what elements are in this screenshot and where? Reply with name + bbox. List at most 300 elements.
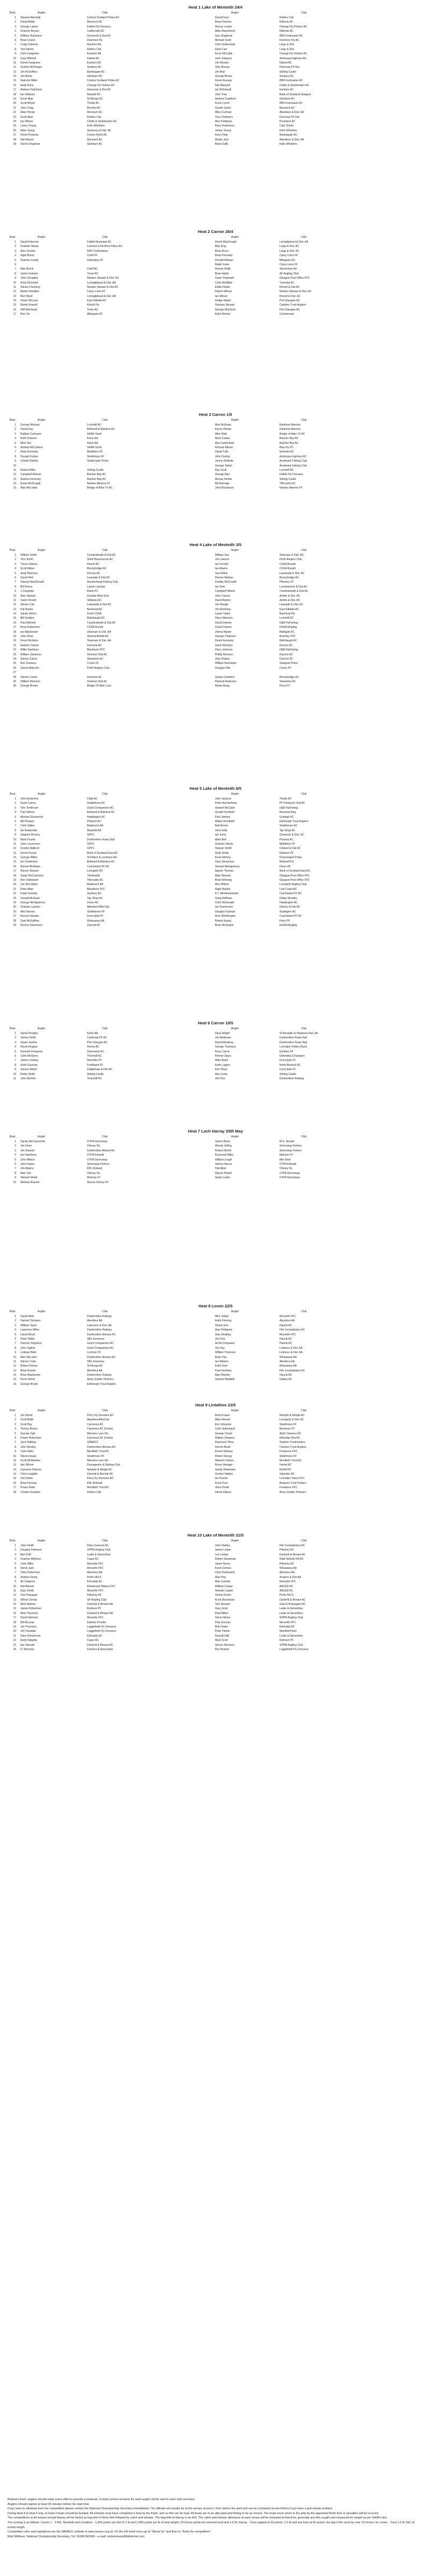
club-name: Army Golden Partners — [87, 1378, 114, 1382]
table-row — [0, 436, 431, 441]
club-name: Avonbank Fishing Club — [279, 459, 307, 463]
club-name: Kilsyth Fly — [87, 303, 99, 307]
club-name: Arnprior & Dist AA — [279, 1575, 301, 1579]
club-name: Stranraer & Dist. AA — [279, 554, 304, 557]
angler-name: Sandy McConnochie — [20, 1140, 46, 1143]
club-name: Newton Mearns FF — [87, 482, 110, 486]
angler-name: Gordon Malloch — [20, 847, 40, 851]
club-name: Army Golden Partners — [279, 1490, 306, 1494]
table-row — [0, 1490, 431, 1495]
angler-name: James Lindsay — [20, 1059, 39, 1063]
club-name: Lochgilphead & Dist. AA — [279, 240, 308, 244]
angler-name: Tom Tomlinson — [20, 806, 39, 810]
boat-number: 12 — [13, 473, 16, 477]
table-row — [0, 285, 431, 289]
heat-section — [0, 412, 431, 491]
table-row — [0, 829, 431, 833]
angler-name: Malcolm Miller — [20, 79, 38, 83]
angler-name: Neil Maxwell — [215, 83, 231, 87]
angler-name: Kevin Wood — [20, 1378, 35, 1382]
boat-number: 25 — [13, 124, 16, 128]
angler-header: Angler — [231, 1310, 239, 1313]
boat-number: 7 — [15, 1571, 16, 1575]
angler-name: Allan Baird — [215, 1059, 228, 1063]
table-row — [0, 1031, 431, 1036]
angler-name: Gordon McGregor — [20, 66, 42, 69]
angler-name: Alex Wilson — [215, 883, 229, 887]
angler-name: Kevin Paul — [215, 1481, 228, 1485]
table-row — [0, 815, 431, 819]
angler-header: Angler — [38, 1409, 46, 1412]
table-row — [0, 1454, 431, 1459]
boat-header: Boat — [10, 11, 16, 15]
angler-name: David Waite — [20, 20, 35, 24]
club-name: Good Companions AC — [87, 806, 114, 810]
angler-name: Keith Gow — [215, 1364, 228, 1368]
club-name: Dunmore Fly AC — [279, 38, 299, 42]
angler-name: Steven Cairns — [20, 657, 38, 661]
table-row — [0, 1607, 431, 1611]
boat-number: 7 — [15, 1167, 16, 1171]
heat-section — [0, 1532, 431, 1652]
boat-number: 12 — [13, 66, 16, 69]
club-name: Condorrowe — [279, 313, 294, 316]
club-name: Cupar AC — [87, 1639, 99, 1643]
table-row — [0, 97, 431, 101]
angler-name: Ian Park — [215, 585, 225, 589]
table-row — [0, 1485, 431, 1490]
angler-name: Gavin Paybould — [215, 277, 234, 280]
club-header: Club — [102, 1310, 108, 1313]
boat-number: 3 — [15, 432, 16, 436]
table-row — [0, 1620, 431, 1625]
club-name: Port Glasgow AC — [279, 299, 300, 303]
heat-section — [0, 1128, 431, 1185]
club-name: Strathclyde Police — [87, 459, 109, 463]
table-row — [0, 1072, 431, 1077]
angler-name: Jimmy Mawer — [215, 630, 232, 634]
boat-number: 28 — [13, 919, 16, 923]
heat-section — [0, 4, 431, 146]
club-name: Ardrossan Eglinton AC — [279, 455, 307, 458]
club-name: Largs & Dist — [279, 47, 294, 51]
boat-number: 4 — [15, 811, 16, 815]
table-row — [0, 432, 431, 436]
club-name: Laswade & Dist AC — [87, 576, 110, 579]
club-name: Blackburn FFC — [87, 887, 105, 891]
table-row — [0, 1562, 431, 1566]
table-row — [0, 603, 431, 607]
club-name: Bonnybridge AC — [279, 576, 299, 579]
club-name: Earlston AC — [87, 61, 102, 65]
club-name: Munnoch AC — [87, 111, 103, 115]
table-row — [0, 648, 431, 652]
club-name: KBL Kirkwall — [87, 1167, 102, 1171]
angler-name: Stewart MacDonald — [20, 581, 44, 584]
angler-name: Jack Halliday — [20, 1441, 37, 1445]
table-row — [0, 1171, 431, 1176]
club-name: Sunbury AC — [87, 66, 102, 69]
angler-name: Bruce Weinger — [215, 1463, 233, 1467]
club-name: Tap Shop AC — [87, 896, 103, 900]
club-name: Aurora Orkney FF — [87, 1180, 109, 1184]
club-name: Glasgow Post Office FFC — [279, 277, 310, 280]
table-row — [0, 878, 431, 882]
angler-name: Graeme Bryson — [20, 30, 40, 33]
table-row — [0, 585, 431, 589]
club-name: Stirling Castle — [87, 468, 104, 472]
club-name: Kirkcaldy AC — [87, 1580, 103, 1584]
club-name: Strathglen AC — [279, 910, 296, 914]
club-name: Aberdour AA — [279, 1319, 295, 1323]
angler-name: Jim Stewart — [20, 1149, 35, 1152]
club-name: Lochore FF — [87, 1351, 101, 1355]
table-row — [0, 1449, 431, 1454]
boat-number: 4 — [15, 437, 16, 441]
angler-name: Jim Dunn — [20, 1144, 32, 1148]
boat-number: 8 — [15, 1171, 16, 1175]
boat-number: 3 — [15, 1149, 16, 1152]
angler-name: Derek Jack — [20, 1566, 34, 1570]
club-name: Mayfield Hotel — [279, 1630, 297, 1633]
angler-name: Hamish Simpson — [20, 1319, 41, 1323]
column-headers — [0, 418, 431, 423]
angler-name: Robbie Cochrane — [20, 432, 41, 436]
boat-number: 29 — [13, 923, 16, 927]
table-row — [0, 670, 431, 675]
angler-name: Scott Aitken — [20, 567, 35, 571]
table-row — [0, 38, 431, 43]
club-name: Crieff FF — [87, 254, 98, 258]
angler-name: Chris Sutherland — [215, 43, 235, 47]
angler-name: Bill Geddes — [20, 617, 34, 620]
club-name: Kinross AC — [279, 643, 293, 647]
club-name: Crown FF — [87, 662, 99, 666]
angler-name: Kevin McCabe — [215, 52, 233, 56]
angler-name: Willie Davidson — [20, 648, 39, 652]
footer-paragraph: Between them, anglers should make every effort to provide a boatman. Contact phone numbers for each angler will be sent to each club secretary. — [8, 2498, 196, 2501]
club-name: Kilmarnock Waters FFC — [87, 1584, 116, 1588]
club-name: Largs & Dist. AC — [279, 245, 299, 249]
club-name: PF Fishing & Grid AC — [279, 802, 305, 805]
angler-name: John Wesley — [20, 1445, 36, 1449]
boat-number: 10 — [13, 1355, 16, 1359]
angler-name: John Craig — [20, 106, 34, 110]
table-row — [0, 1638, 431, 1643]
angler-name: Robert Nichol — [215, 1149, 232, 1152]
angler-name: Alan McLaren — [20, 1355, 37, 1359]
angler-name: P.J. Wiedmanowski — [215, 892, 238, 896]
club-name: Cracfurland FF AC — [279, 892, 302, 896]
angler-name: Bert Duff — [20, 1553, 31, 1556]
boat-number: 7 — [15, 1342, 16, 1346]
angler-name: Graham Stewart — [215, 303, 235, 307]
angler-name: William Simpson — [215, 1436, 235, 1440]
angler-name: Ronnie Robb — [215, 267, 231, 271]
club-name: Glenmavis AC — [87, 1050, 104, 1053]
angler-name: David Wood — [20, 1333, 35, 1336]
club-name: Barlowgate AC — [279, 133, 298, 137]
angler-name: Keith Renton — [215, 313, 231, 316]
angler-name: Ken Oliver — [215, 1068, 228, 1072]
club-name: Whasaway AA — [279, 1566, 297, 1570]
table-row — [0, 1144, 431, 1148]
angler-name: Scott Whyte — [20, 102, 35, 105]
angler-header: Angler — [38, 1539, 46, 1542]
angler-name: Graham Haney — [20, 245, 39, 249]
angler-name: Hall Allan — [215, 1167, 226, 1171]
angler-name: Allan Young — [20, 129, 35, 132]
angler-name: Andrew Hutchison — [20, 88, 42, 92]
club-name: Stirling Castle — [279, 70, 296, 74]
club-name: Bonnybridge AC — [87, 567, 107, 571]
table-row — [0, 1166, 431, 1171]
angler-name: John Davies — [215, 657, 230, 661]
club-name: Stranraer & Dist. AA — [87, 639, 111, 643]
angler-name: Archie Ferguson — [215, 1342, 235, 1346]
club-name: Newton Mearns FF — [279, 486, 303, 490]
angler-name: Robert Wilson — [215, 290, 232, 294]
angler-name: Gus Arthur — [215, 571, 228, 575]
table-row — [0, 83, 431, 88]
boat-number: 6 — [15, 819, 16, 823]
boat-number: 15 — [13, 303, 16, 307]
club-name: Haucik AC — [279, 1337, 292, 1341]
club-name: Barlowgate AC — [87, 70, 105, 74]
club-name: Newton Stewart & Dist AC — [87, 285, 119, 289]
club-name: Monorife FFC — [87, 1616, 104, 1620]
club-name: Largs & Dist. AC — [279, 249, 299, 253]
club-name: Ruthven PF — [279, 851, 294, 855]
club-name: Falkirk Municipal AC — [87, 240, 112, 244]
club-name: GPFC — [87, 833, 95, 837]
table-row — [0, 477, 431, 482]
angler-name: Allan Rennie — [215, 1418, 231, 1422]
angler-name: Cameron Hanson — [20, 1468, 42, 1471]
boat-number: 26 — [13, 129, 16, 132]
club-name: RAF Freshwaters — [87, 249, 108, 253]
angler-name: Ian Brabender — [20, 829, 38, 832]
angler-name: George McIntosh — [215, 308, 236, 312]
boat-number: 6 — [15, 576, 16, 579]
heat-title: Heat 2 Carron 26/4 — [198, 229, 233, 234]
club-name: Butcher Bay AC — [87, 473, 106, 477]
club-name: Prestwick AC — [279, 119, 296, 123]
club-name: SPPM Angling Club — [279, 1643, 303, 1647]
boat-number: 24 — [13, 901, 16, 904]
heat-title: Heat 7 Loch Harray 20th May — [188, 1129, 243, 1134]
table-row — [0, 824, 431, 828]
club-name: Dourreay FF Ass — [279, 115, 300, 119]
footer-paragraph: The scoring is as follows: Carron 1 - 3 fish, Menteith and Lintathen - 1,000 points per fish of 1 lb and 1,000 points per lb of total weight; 25 bonus points for returned trout and 1.5 lb; Harray - Trout capped at 50 points; 1.5 lb and sea trout at 60 points; the day's fish must be over 10 inches; for Loven - Trout 1.5 lb; fish 12 inches length. — [8, 2521, 415, 2529]
angler-name: Kenny Hunter — [215, 428, 232, 431]
club-name: Sunbury AC — [279, 75, 294, 79]
table-row — [0, 1413, 431, 1418]
table-row — [0, 1319, 431, 1323]
club-name: Edinburgh Trout Anglers — [279, 819, 308, 823]
angler-name: Jim Wood — [20, 1414, 33, 1417]
club-name: Dunfermline Airtours AC — [87, 1445, 116, 1449]
table-row — [0, 455, 431, 459]
club-name: Dairy Garnock AC — [87, 1544, 109, 1547]
angler-name: Ian Forsyth — [215, 562, 229, 566]
club-name: Hermit AC — [279, 1463, 292, 1467]
angler-name: Jim Birnie — [20, 75, 32, 79]
angler-name: Wendy Jeffrey — [215, 1144, 232, 1148]
boat-number: 5 — [15, 1562, 16, 1566]
angler-name: Scott McMeekan — [20, 1459, 41, 1462]
boat-number: 1 — [15, 1032, 16, 1035]
angler-name: Derek Gibson — [215, 1490, 232, 1494]
table-row — [0, 468, 431, 472]
table-row — [0, 486, 431, 490]
table-row — [0, 1481, 431, 1485]
angler-name: Fraser Elder — [20, 1486, 35, 1490]
club-name: Dunfermline Rusty Nail — [279, 1036, 307, 1040]
angler-name: John Carson — [215, 594, 231, 598]
table-row — [0, 20, 431, 24]
angler-name: Trevor Gibson — [20, 562, 38, 566]
club-name: Barrhead Fly — [279, 612, 295, 616]
club-name: Port Glasgow AC — [279, 308, 300, 312]
table-row — [0, 1382, 431, 1386]
angler-name: Ian Watson — [215, 1360, 229, 1363]
angler-name: Ron Beaton — [215, 1647, 229, 1651]
angler-name: Graeme Lovely — [20, 258, 39, 262]
boat-number: 1 — [15, 554, 16, 557]
boat-number: 5 — [15, 1050, 16, 1053]
angler-name: Martin Hamilton — [20, 290, 40, 294]
angler-name: Ronnie Watson — [215, 576, 233, 579]
table-row — [0, 1602, 431, 1607]
club-name: Lasvie Llanstar — [87, 585, 105, 589]
angler-name: Ross Cairns — [215, 1050, 230, 1053]
table-row — [0, 258, 431, 263]
angler-name: Ron Dalkeaner — [20, 879, 39, 882]
angler-name: George Montgomery — [20, 901, 45, 904]
footer-paragraph: Mick McBean, National Championship Secretary. Tel: 01698 842669 - e-mail: mickmcbean@btinternet.com — [8, 2535, 145, 2538]
angler-name: Alex Barnes — [20, 910, 35, 914]
boat-number: 30 — [13, 684, 16, 688]
club-name: Carnmore AC — [87, 1423, 104, 1426]
heat-title: Heat 9 Lintathen 23/5 — [195, 1403, 236, 1407]
boat-number: 7 — [15, 581, 16, 584]
boat-number: 16 — [13, 1382, 16, 1386]
table-row — [0, 621, 431, 625]
angler-name: Martin Jack — [215, 138, 229, 141]
angler-name: Michael Dunnachie — [20, 815, 44, 819]
table-row — [0, 1341, 431, 1346]
club-name: Stornoway Fishers — [87, 1162, 110, 1166]
angler-name: Jim Hay — [215, 1346, 225, 1350]
angler-name: Stewart Waddell — [215, 1378, 235, 1382]
table-row — [0, 666, 431, 670]
table-row — [0, 423, 431, 427]
table-row — [0, 684, 431, 688]
table-row — [0, 124, 431, 128]
club-name: Perth FACS — [87, 1575, 102, 1579]
boat-header: Boat — [10, 1409, 16, 1412]
club-name: Good Companions AC — [87, 1346, 114, 1350]
club-name: Tap Shop AC — [279, 829, 296, 832]
boat-number: 13 — [13, 70, 16, 74]
boat-number: 28 — [13, 675, 16, 679]
angler-name: Dave Henderson — [20, 1634, 41, 1638]
club-name: KBL Kirkwall — [87, 1481, 102, 1485]
table-row — [0, 312, 431, 316]
club-name: Brackley FFC — [279, 635, 296, 639]
club-name: Clan Chiefs — [279, 124, 293, 128]
angler-name: Ron Greaves — [20, 662, 37, 666]
club-name: Freelance FFC — [279, 1486, 298, 1490]
club-name: Leslie & Glenrothes — [87, 1553, 111, 1556]
angler-name: Tom Smith — [20, 558, 33, 562]
angler-name: Bob Howie — [215, 1625, 228, 1629]
club-name: Leaf Coast AC — [279, 887, 297, 891]
boat-number: 19 — [13, 635, 16, 639]
boat-number: 17 — [13, 88, 16, 92]
club-name: OTFA Stornoway — [279, 1176, 300, 1180]
club-name: Middleton FF — [279, 842, 296, 846]
angler-name: Jim Dick — [215, 1337, 225, 1341]
angler-name: Eric Johnston — [215, 1423, 232, 1426]
angler-name: Robert Strang — [215, 1454, 232, 1458]
angler-name: Douglas Hair — [215, 666, 231, 670]
club-name: Bridge of Allan Trt AC — [87, 486, 113, 490]
angler-name: Paul Rillion — [215, 1611, 229, 1615]
table-row — [0, 675, 431, 680]
table-row — [0, 1360, 431, 1364]
angler-name: Allan Hervie — [20, 111, 35, 115]
angler-name: Lindsay Blain — [20, 1351, 37, 1355]
club-name: Glenny & Dist AC — [279, 905, 300, 909]
table-row — [0, 1162, 431, 1166]
angler-name: Dave Carr — [215, 47, 227, 51]
club-name: Butcher Bay AC — [87, 477, 106, 481]
club-name: Gurleigh AC — [279, 815, 294, 819]
club-name: SBL Inverness — [87, 1337, 105, 1341]
club-name: Stirling Castle — [87, 1072, 104, 1076]
table-row — [0, 1584, 431, 1589]
club-name: Montrose FF — [279, 1427, 295, 1431]
angler-name: Brian Fraser — [215, 1414, 230, 1417]
club-header: Club — [102, 549, 108, 552]
angler-name: Gael McGaffrey — [20, 919, 39, 923]
angler-header: Angler — [38, 11, 46, 15]
angler-name: Kevin Grimes — [215, 1566, 232, 1570]
boat-number: 18 — [13, 1620, 16, 1624]
angler-name: James Harcus — [215, 1162, 232, 1166]
angler-name: Brian Cruick — [20, 38, 35, 42]
angler-name: Kevin Porteous — [20, 133, 39, 137]
club-name: Aberdour AA — [87, 1571, 103, 1575]
club-name: Central Scotland Police AC — [87, 16, 120, 19]
club-name: Stewarton AC — [87, 657, 104, 661]
club-name: St Mungo AC — [87, 1364, 103, 1368]
club-name: Rothes Cde — [87, 1490, 102, 1494]
table-row — [0, 1176, 431, 1180]
club-name: East Kilbride AC — [279, 607, 299, 611]
club-name: Troon AC — [87, 308, 98, 312]
angler-name: Campbell Mclean — [20, 473, 41, 477]
club-name: Monorife FFC — [87, 1566, 104, 1570]
table-row — [0, 110, 431, 115]
boat-number: 17 — [13, 313, 16, 316]
club-name: SANA Youth — [87, 445, 102, 449]
table-row — [0, 580, 431, 584]
table-row — [0, 52, 431, 56]
angler-name: Steven Carr — [20, 603, 35, 607]
